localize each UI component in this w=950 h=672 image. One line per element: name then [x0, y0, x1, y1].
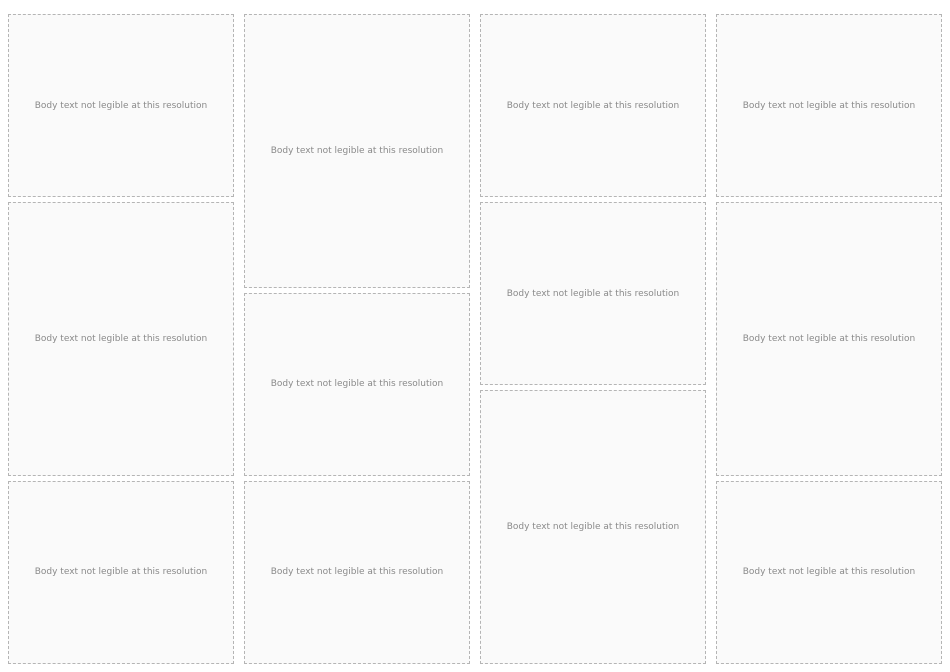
- illegible-paragraph-placeholder: Body text not legible at this resolution: [480, 14, 706, 197]
- text-column-3: [480, 14, 706, 664]
- column-body: [716, 14, 942, 664]
- illegible-paragraph-placeholder: Body text not legible at this resolution: [716, 202, 942, 476]
- illegible-paragraph-placeholder: Body text not legible at this resolution: [8, 202, 234, 476]
- illegible-paragraph-placeholder: Body text not legible at this resolution: [716, 14, 942, 197]
- illegible-paragraph-placeholder: Body text not legible at this resolution: [8, 14, 234, 197]
- illegible-paragraph-placeholder: Body text not legible at this resolution: [716, 481, 942, 664]
- illegible-paragraph-placeholder: Body text not legible at this resolution: [244, 481, 470, 664]
- column-body: [8, 14, 234, 664]
- illegible-paragraph-placeholder: Body text not legible at this resolution: [244, 14, 470, 288]
- column-body: [244, 14, 470, 664]
- column-body: [480, 14, 706, 664]
- illegible-paragraph-placeholder: Body text not legible at this resolution: [480, 390, 706, 664]
- text-column-4: [716, 14, 942, 664]
- text-column-2: [244, 14, 470, 664]
- text-column-1: [8, 14, 234, 664]
- illegible-paragraph-placeholder: Body text not legible at this resolution: [480, 202, 706, 385]
- illegible-paragraph-placeholder: Body text not legible at this resolution: [8, 481, 234, 664]
- illegible-paragraph-placeholder: Body text not legible at this resolution: [244, 293, 470, 476]
